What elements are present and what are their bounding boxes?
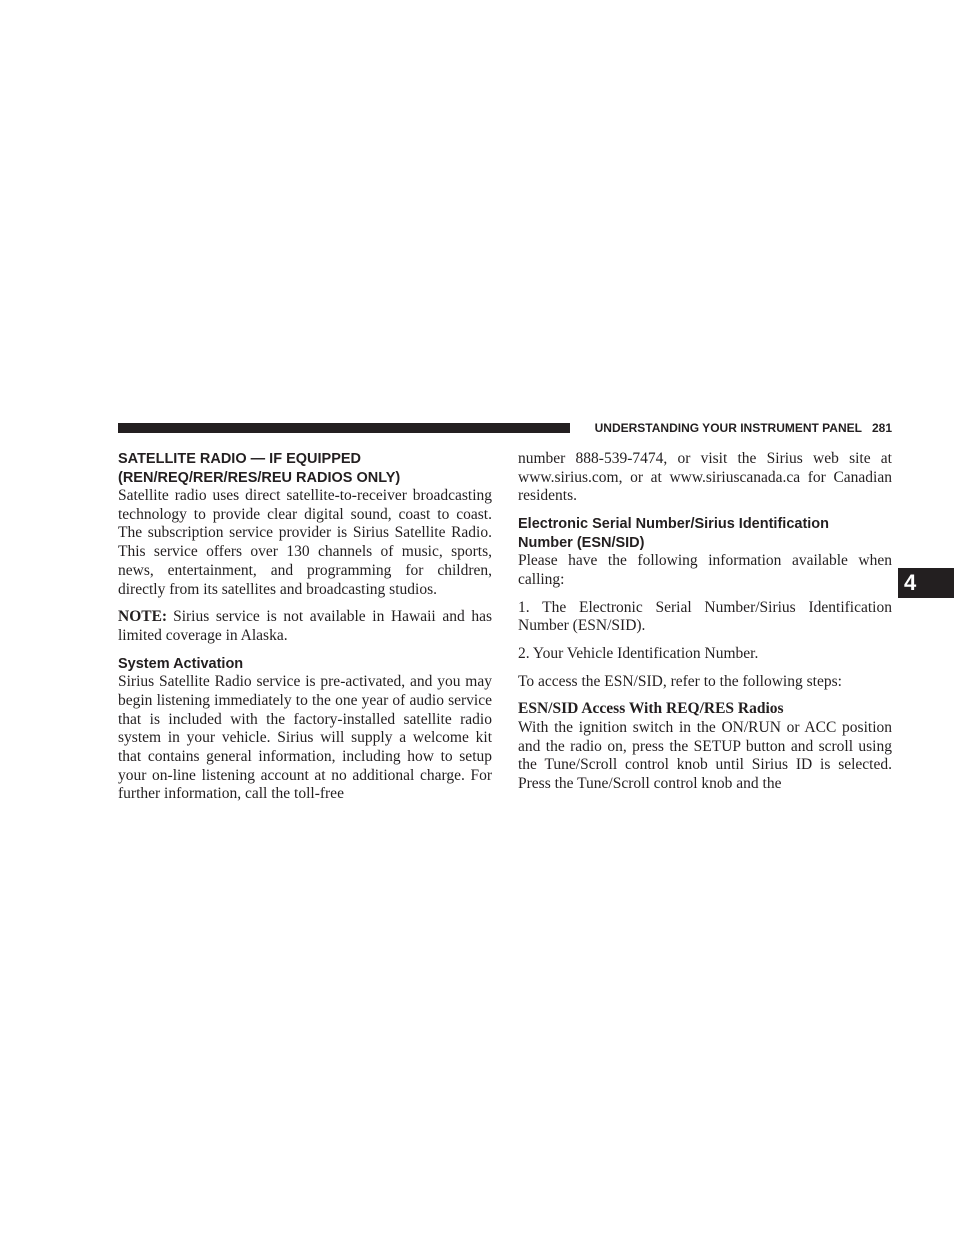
satellite-radio-heading-line2: (REN/REQ/RER/RES/REU RADIOS ONLY) — [118, 469, 401, 486]
satellite-radio-intro: Satellite radio uses direct satellite-to-receiver broadcasting technology to provide clear digital sound, coast to coast. The subscription service provider is Sirius Satellite Radio. This service offers over 130 channels of music, sports, news, entertainment, and programming for children, directly from its satellites and broadcasting studios. — [118, 487, 492, 598]
system-activation-heading: System Activation — [118, 655, 244, 672]
access-intro: To access the ESN/SID, refer to the following steps: — [518, 672, 842, 690]
continuation-text: number 888-539-7474, or visit the Sirius web site at www.sirius.com, or at www.siriuscanada.ca for Canadian residents. — [518, 450, 892, 505]
esn-sid-heading — [518, 515, 892, 552]
section-title: UNDERSTANDING YOUR INSTRUMENT PANEL — [594, 421, 862, 435]
step-2: 2. Your Vehicle Identification Number. — [518, 644, 759, 662]
note-paragraph — [118, 608, 492, 645]
left-column — [118, 450, 492, 804]
esn-sid-heading-line1: Electronic Serial Number/Sirius Identification — [518, 516, 830, 533]
satellite-radio-heading — [118, 450, 492, 487]
running-header — [578, 420, 892, 436]
esn-sid-heading-line2: Number (ESN/SID) — [518, 534, 645, 551]
note-text: Sirius service is not available in Hawaii and has limited coverage in Alaska. — [118, 608, 492, 644]
page-number: 281 — [871, 421, 892, 435]
system-activation-text: Sirius Satellite Radio service is pre-activated, and you may begin listening immediately to the one year of audio service that is included with the factory-installed satellite radio system in your vehicle. Sirius will supply a welcome kit that contains general information, including how to setup your on-line listening account at no additional charge. For further information, call the toll-free — [118, 673, 492, 803]
step-1: 1. The Electronic Serial Number/Sirius Identification Number (ESN/SID). — [518, 598, 892, 635]
req-res-radios-text: With the ignition switch in the ON/RUN or ACC position and the radio on, press the SETUP button and scroll using the Tune/Scroll control knob until Sirius ID is selected. Press the Tune/Scroll control knob and the — [518, 719, 892, 793]
note-label: NOTE: — [118, 608, 168, 626]
req-res-radios-heading: ESN/SID Access With REQ/RES Radios — [518, 700, 784, 718]
satellite-radio-heading-line1: SATELLITE RADIO — IF EQUIPPED — [118, 451, 362, 467]
header-rule — [118, 423, 570, 433]
right-column — [518, 450, 892, 794]
esn-sid-intro: Please have the following information available when calling: — [518, 552, 892, 588]
chapter-tab: 4 — [898, 568, 954, 598]
